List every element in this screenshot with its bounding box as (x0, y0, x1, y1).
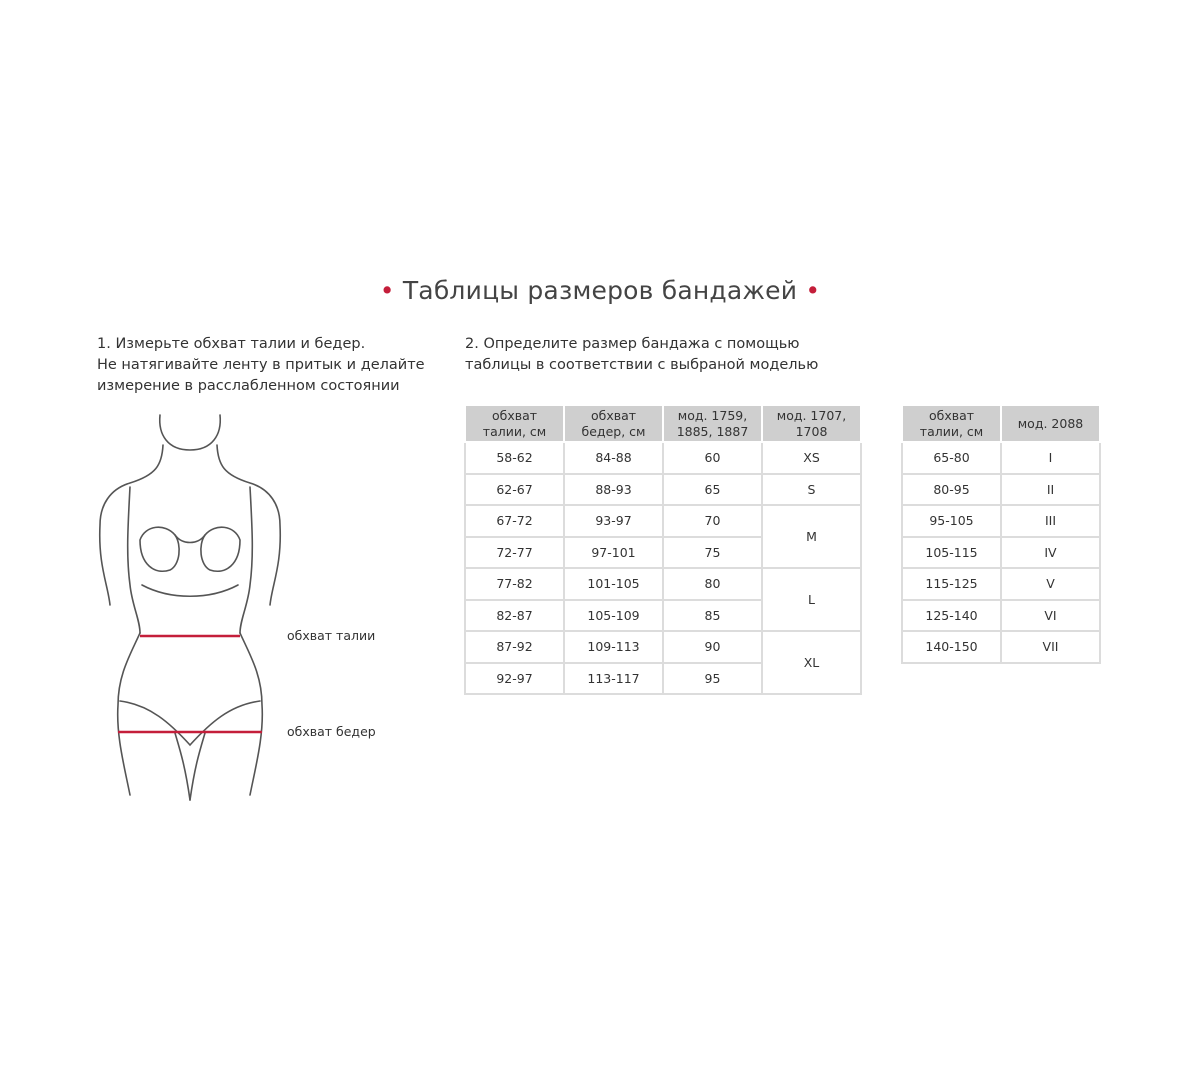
table-row (465, 631, 861, 663)
table-cell: 65 (663, 474, 762, 506)
table-cell: 75 (663, 537, 762, 569)
size-cell: XL (762, 631, 861, 694)
table-cell: 62-67 (465, 474, 564, 506)
table-cell: 140-150 (902, 631, 1001, 663)
table-row (902, 631, 1100, 663)
column-header-model-2088: мод. 2088 (1001, 405, 1100, 442)
table-row (465, 474, 861, 506)
table-cell: 95 (663, 663, 762, 695)
table-cell: 67-72 (465, 505, 564, 537)
size-table-model-2088 (901, 404, 1101, 664)
table-cell: 95-105 (902, 505, 1001, 537)
table-row (902, 568, 1100, 600)
table-header-row (465, 405, 861, 442)
title-text: Таблицы размеров бандажей (402, 276, 798, 305)
instruction-line: таблицы в соответствии с выбраной моделью (465, 357, 819, 373)
table-cell: 105-109 (564, 600, 663, 632)
table-cell: 97-101 (564, 537, 663, 569)
size-table-main (464, 404, 862, 695)
size-cell: L (762, 568, 861, 631)
table-cell: 115-125 (902, 568, 1001, 600)
table-row (902, 600, 1100, 632)
table-row (465, 505, 861, 537)
instruction-step1 (97, 334, 425, 397)
waist-callout: обхват талии (287, 628, 376, 643)
page-title (0, 276, 1200, 305)
table-cell: 82-87 (465, 600, 564, 632)
instruction-line: измерение в расслабленном состоянии (97, 378, 400, 394)
table-cell: 90 (663, 631, 762, 663)
table-header-row (902, 405, 1100, 442)
table-cell: 58-62 (465, 442, 564, 474)
table-cell: 88-93 (564, 474, 663, 506)
table-cell: 85 (663, 600, 762, 632)
body-figure-illustration (90, 405, 290, 805)
table-cell: 109-113 (564, 631, 663, 663)
column-header-waist: обхват талии, см (465, 405, 564, 442)
size-cell: II (1001, 474, 1100, 506)
table-cell: 60 (663, 442, 762, 474)
size-cell: S (762, 474, 861, 506)
table-cell: 113-117 (564, 663, 663, 695)
table-row (902, 442, 1100, 474)
size-cell: III (1001, 505, 1100, 537)
size-cell: VII (1001, 631, 1100, 663)
column-header-waist: обхват талии, см (902, 405, 1001, 442)
size-cell: VI (1001, 600, 1100, 632)
table-cell: 80-95 (902, 474, 1001, 506)
table-cell: 80 (663, 568, 762, 600)
column-header-model-1759: мод. 1759, 1885, 1887 (663, 405, 762, 442)
table-row (902, 537, 1100, 569)
instruction-step2 (465, 334, 818, 376)
table-cell: 77-82 (465, 568, 564, 600)
table-row (465, 442, 861, 474)
instruction-line: 2. Определите размер бандажа с помощью (465, 336, 800, 352)
table-cell: 93-97 (564, 505, 663, 537)
instruction-line: 1. Измерьте обхват талии и бедер. (97, 336, 366, 352)
size-cell: XS (762, 442, 861, 474)
table-cell: 101-105 (564, 568, 663, 600)
column-header-hips: обхват бедер, см (564, 405, 663, 442)
title-bullet-right: • (805, 276, 821, 305)
table-cell: 125-140 (902, 600, 1001, 632)
hip-callout: обхват бедер (287, 724, 376, 739)
size-cell: M (762, 505, 861, 568)
column-header-model-1707: мод. 1707, 1708 (762, 405, 861, 442)
table-cell: 84-88 (564, 442, 663, 474)
size-cell: I (1001, 442, 1100, 474)
table-cell: 105-115 (902, 537, 1001, 569)
table-cell: 87-92 (465, 631, 564, 663)
table-cell: 65-80 (902, 442, 1001, 474)
table-cell: 72-77 (465, 537, 564, 569)
table-row (465, 568, 861, 600)
title-bullet-left: • (379, 276, 395, 305)
table-row (902, 474, 1100, 506)
table-row (902, 505, 1100, 537)
size-cell: V (1001, 568, 1100, 600)
table-cell: 92-97 (465, 663, 564, 695)
instruction-line: Не натягивайте ленту в притык и делайте (97, 357, 425, 373)
size-cell: IV (1001, 537, 1100, 569)
table-cell: 70 (663, 505, 762, 537)
